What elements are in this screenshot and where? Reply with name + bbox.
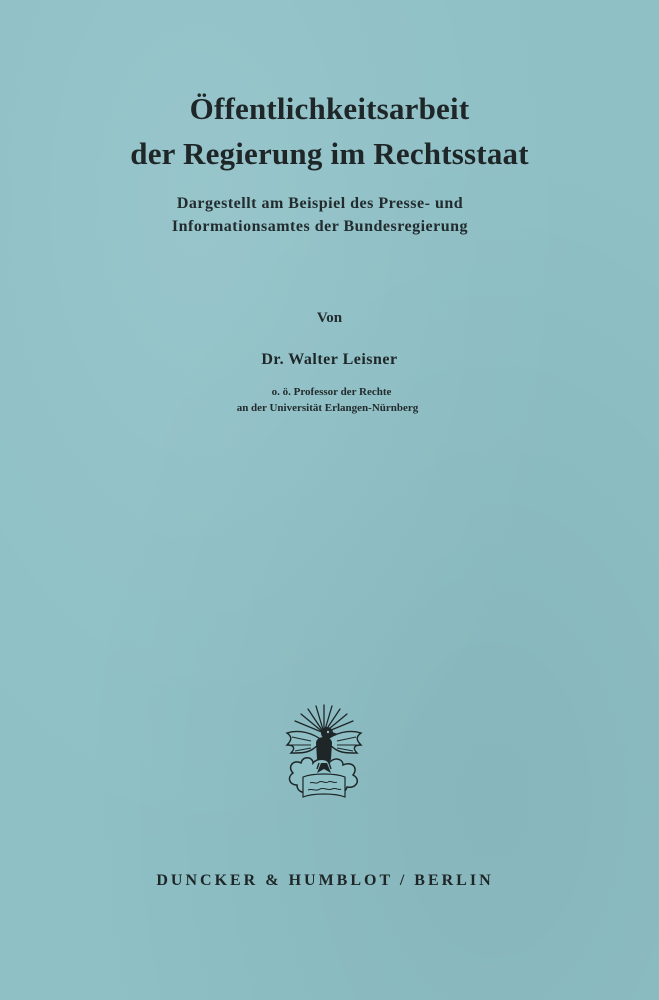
author-affiliation-line-1: o. ö. Professor der Rechte [271,386,392,398]
author-name: Dr. Walter Leisner [261,351,398,368]
publisher-imprint: DUNCKER & HUMBLOT / BERLIN [156,872,494,889]
byline: Von [316,310,343,326]
author-affiliation-line-2: an der Universität Erlangen-Nürnberg [236,402,419,414]
book-title-line-1: Öffentlichkeitsarbeit [189,91,470,126]
book-subtitle-line-1: Dargestellt am Beispiel des Presse- und [176,195,464,212]
eagle-emblem-icon [283,703,365,805]
book-subtitle-line-2: Informationsamtes der Bundesregierung [171,218,469,235]
book-title-line-2: der Regierung im Rechtsstaat [130,136,529,171]
